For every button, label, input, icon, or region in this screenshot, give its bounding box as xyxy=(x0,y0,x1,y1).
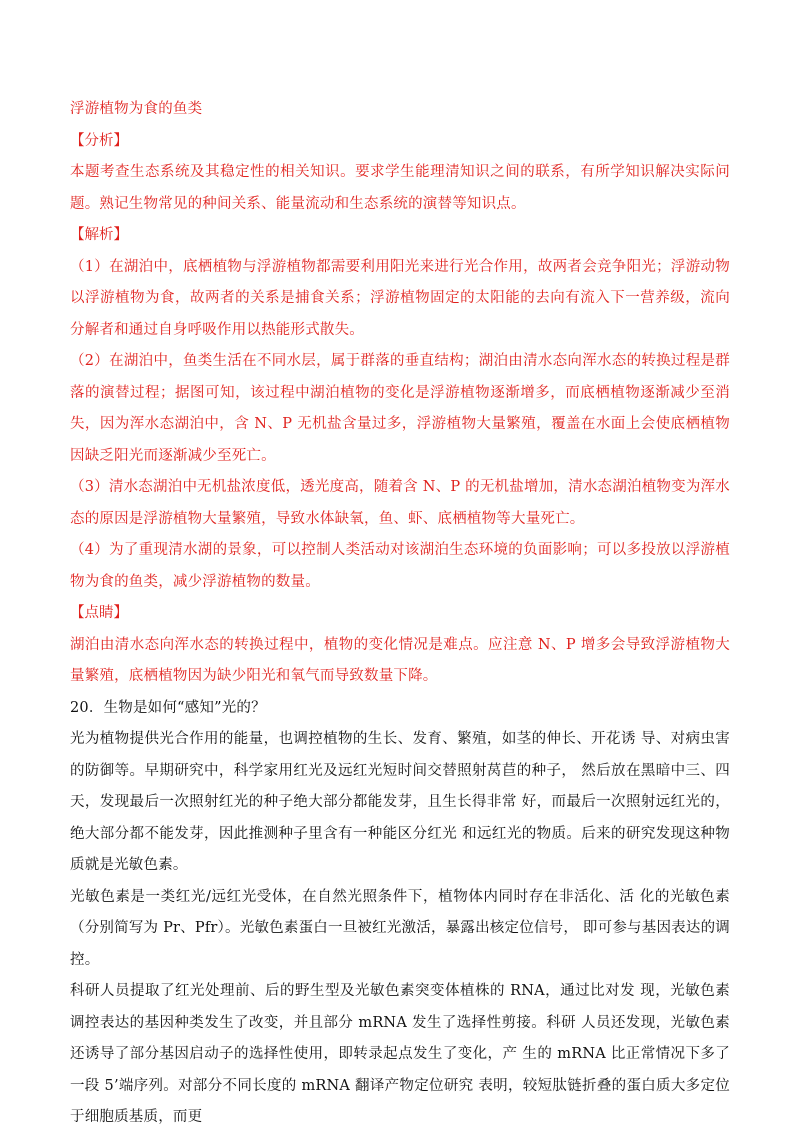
content-column xyxy=(70,94,730,1134)
question-title xyxy=(70,693,730,725)
answer-tail: 浮游植物为食的鱼类 xyxy=(70,101,203,117)
explanation-paragraph-3: （3）清水态湖泊中无机盐浓度低，透光度高，随着含 N、P 的无机盐增加，清水态湖泊植物变为浑水态的原因是浮游植物大量繁殖，导致水体缺氧，鱼、虾、底栖植物等大量死亡。 xyxy=(70,479,730,527)
question-paragraph-2: 光敏色素是一类红光/远红光受体，在自然光照条件下，植物体内同时存在非活化、活 化的光敏色素（分别简写为 Pr、Pfr）。光敏色素蛋白一旦被红光激活，暴露出核定位信号， 即可参与基因表达的调控。 xyxy=(70,888,730,968)
analysis-line-1: 本题考查生态系统及其稳定性的相关知识。要求学生能理清知识之间的联系，有所学知识解决实际问题。 xyxy=(70,164,730,212)
analysis-line-2: 熟记生物常见的种间关系、能量流动和生态系统的演替等知识点。 xyxy=(99,195,526,212)
explanation-heading: 【解析】 xyxy=(70,227,128,243)
comment-paragraph: 湖泊由清水态向浑水态的转换过程中，植物的变化情况是难点。应注意 N、P 增多会导致浮游植物大量繁殖，底栖植物因为缺少阳光和氧气而导致数量下降。 xyxy=(70,636,730,684)
explanation-paragraph-4: （4）为了重现清水湖的景象，可以控制人类活动对该湖泊生态环境的负面影响；可以多投放以浮游植物为食的鱼类，减少浮游植物的数量。 xyxy=(70,542,730,590)
explanation-paragraph-2: （2）在湖泊中，鱼类生活在不同水层，属于群落的垂直结构；湖泊由清水态向浑水态的转换过程是群落的演替过程；据图可知，该过程中湖泊植物的变化是浮游植物逐渐增多，而底栖植物逐渐减少至消失，因为浑水态湖泊中，含 N、P 无机盐含量过多，浮游植物大量繁殖，覆盖在水面上会使底栖植物因缺乏阳光而逐渐减少至死亡。 xyxy=(70,353,730,464)
explanation-paragraph-1: （1）在湖泊中，底栖植物与浮游植物都需要利用阳光来进行光合作用，故两者会竞争阳光；浮游动物以浮游植物为食，故两者的关系是捕食关系；浮游植物固定的太阳能的去向有流入下一营养级，流向分解者和通过自身呼吸作用以热能形式散失。 xyxy=(70,258,730,338)
comment-heading: 【点睛】 xyxy=(70,605,128,621)
question-number: 20． xyxy=(70,699,104,716)
question-title-text: 生物是如何“感知”光的？ xyxy=(103,699,266,716)
question-paragraph-1: 光为植物提供光合作用的能量，也调控植物的生长、发育、繁殖，如茎的伸长、开花诱 导、对病虫害的防御等。早期研究中，科学家用红光及远红光短时间交替照射莴苣的种子， 然后放在黑暗中三、四天，发现最后一次照射红光的种子绝大部分都能发芽，且生长得非常 好，而最后一次照射远红光的，绝大部分都不能发芽，因此推测种子里含有一种能区分红光 和远红光的物质。后来的研究发现这种物质就是光敏色素。 xyxy=(70,731,730,873)
analysis-heading: 【分析】 xyxy=(70,132,128,149)
analysis-paragraph xyxy=(70,157,730,220)
question-paragraph-3: 科研人员提取了红光处理前、后的野生型及光敏色素突变体植株的 RNA，通过比对发 现，光敏色素调控表达的基因种类发生了改变，并且部分 mRNA 发生了选择性剪接。科研 人员还发现，光敏色素还诱导了部分基因启动子的选择性使用，即转录起点发生了变化，产 生的 mRNA 比正常情况下多了一段 5’端序列。对部分不同长度的 mRNA 翻译产物定位研究 表明，较短肽链折叠的蛋白质大多定位于细胞质基质，而更 xyxy=(70,983,730,1125)
